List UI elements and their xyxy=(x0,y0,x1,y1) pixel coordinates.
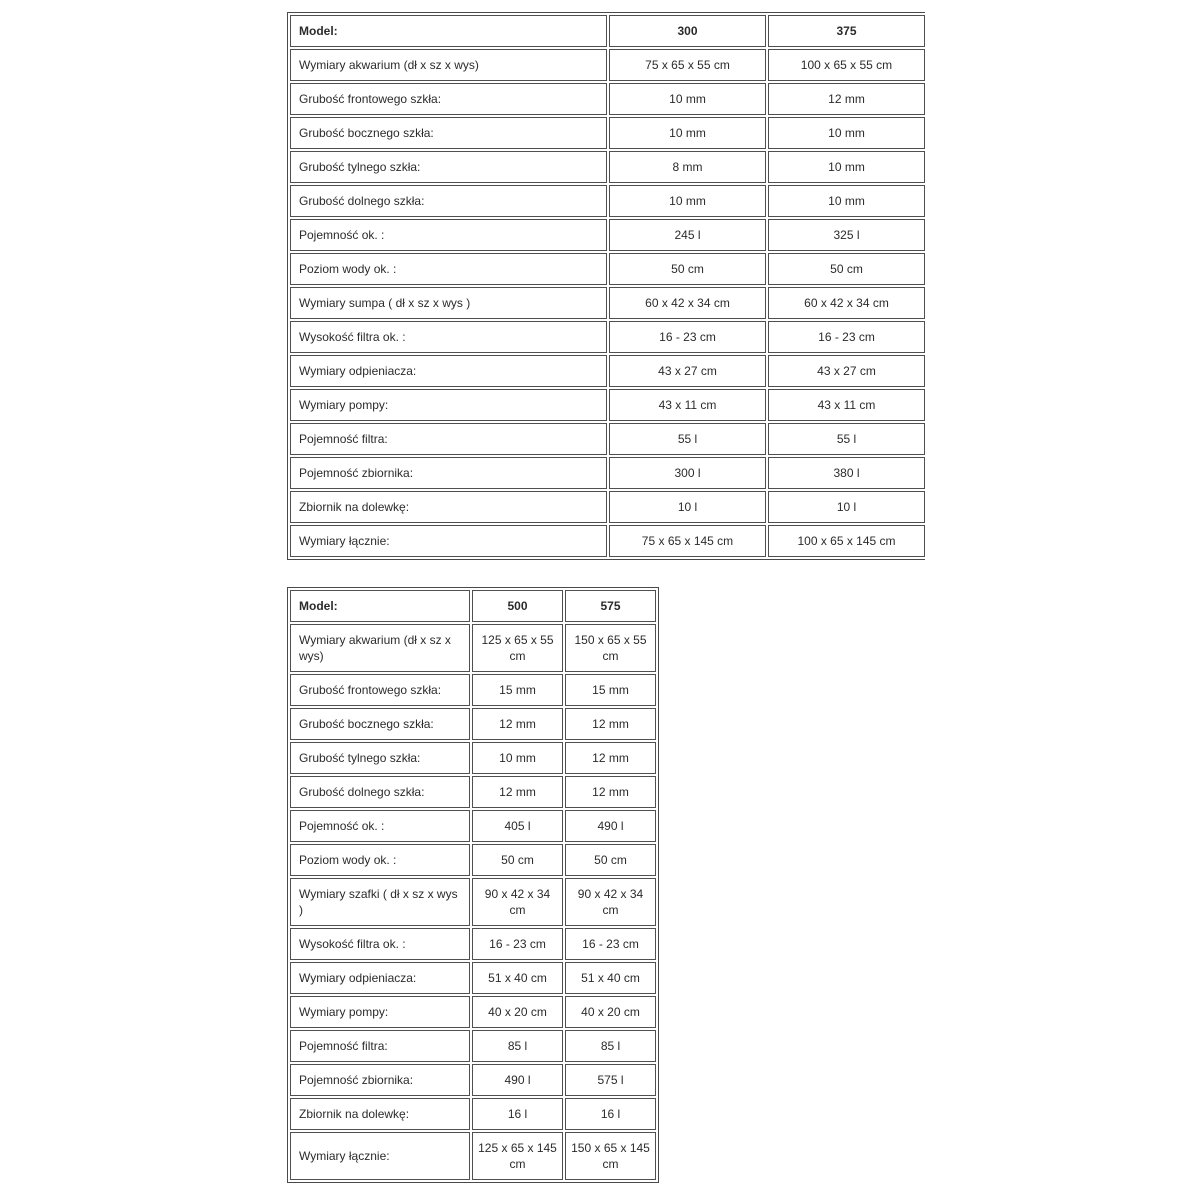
spec-value-cell: 55 l xyxy=(768,423,925,455)
table-row xyxy=(290,878,656,926)
spec-label-cell: Grubość bocznego szkła: xyxy=(290,117,607,149)
spec-value-cell: 380 l xyxy=(768,457,925,489)
spec-value-cell: 75 x 65 x 55 cm xyxy=(609,49,766,81)
spec-table-300-375 xyxy=(287,12,925,560)
spec-table-500-575 xyxy=(287,587,659,1183)
table-row xyxy=(290,117,925,149)
table-header-row xyxy=(290,590,656,622)
table-row xyxy=(290,962,656,994)
spec-value-cell: 43 x 27 cm xyxy=(768,355,925,387)
spec-label-cell: Grubość bocznego szkła: xyxy=(290,708,470,740)
spec-value-cell: 40 x 20 cm xyxy=(472,996,563,1028)
spec-label-cell: Wymiary łącznie: xyxy=(290,1132,470,1180)
spec-value-cell: 16 - 23 cm xyxy=(768,321,925,353)
table-row xyxy=(290,151,925,183)
spec-value-cell: 490 l xyxy=(565,810,656,842)
table-row xyxy=(290,1030,656,1062)
table-row xyxy=(290,776,656,808)
spec-label-cell: Zbiornik na dolewkę: xyxy=(290,491,607,523)
table-row xyxy=(290,1098,656,1130)
spec-value-cell: 12 mm xyxy=(472,776,563,808)
spec-label-cell: Wymiary akwarium (dł x sz x wys) xyxy=(290,49,607,81)
spec-value-cell: 55 l xyxy=(609,423,766,455)
spec-value-cell: 85 l xyxy=(565,1030,656,1062)
table-row xyxy=(290,1064,656,1096)
spec-value-cell: 75 x 65 x 145 cm xyxy=(609,525,766,557)
spec-value-cell: 405 l xyxy=(472,810,563,842)
spec-value-cell: 50 cm xyxy=(768,253,925,285)
spec-value-cell: 16 - 23 cm xyxy=(609,321,766,353)
spec-value-cell: 43 x 11 cm xyxy=(768,389,925,421)
model-column-header: 575 xyxy=(565,590,656,622)
spec-value-cell: 16 - 23 cm xyxy=(565,928,656,960)
spec-value-cell: 50 cm xyxy=(565,844,656,876)
table-row xyxy=(290,674,656,706)
spec-value-cell: 16 l xyxy=(565,1098,656,1130)
spec-label-cell: Wymiary odpieniacza: xyxy=(290,962,470,994)
model-header-cell: Model: xyxy=(290,15,607,47)
spec-label-cell: Pojemność zbiornika: xyxy=(290,1064,470,1096)
table-header-row xyxy=(290,15,925,47)
table-row xyxy=(290,742,656,774)
spec-value-cell: 12 mm xyxy=(565,776,656,808)
spec-label-cell: Wysokość filtra ok. : xyxy=(290,928,470,960)
spec-value-cell: 125 x 65 x 55 cm xyxy=(472,624,563,672)
spec-label-cell: Grubość tylnego szkła: xyxy=(290,151,607,183)
table-body xyxy=(290,590,656,1180)
table-row xyxy=(290,996,656,1028)
spec-label-cell: Pojemność zbiornika: xyxy=(290,457,607,489)
spec-label-cell: Grubość frontowego szkła: xyxy=(290,674,470,706)
model-column-header: 300 xyxy=(609,15,766,47)
table-row xyxy=(290,844,656,876)
spec-label-cell: Pojemność ok. : xyxy=(290,219,607,251)
table-row xyxy=(290,810,656,842)
spec-label-cell: Grubość dolnego szkła: xyxy=(290,776,470,808)
spec-value-cell: 325 l xyxy=(768,219,925,251)
table-row xyxy=(290,525,925,557)
spec-label-cell: Pojemność filtra: xyxy=(290,423,607,455)
spec-value-cell: 50 cm xyxy=(472,844,563,876)
spec-label-cell: Wymiary akwarium (dł x sz x wys) xyxy=(290,624,470,672)
spec-label-cell: Wymiary pompy: xyxy=(290,389,607,421)
table-container-500-575 xyxy=(287,587,659,1183)
table-row xyxy=(290,253,925,285)
spec-label-cell: Wymiary odpieniacza: xyxy=(290,355,607,387)
spec-value-cell: 150 x 65 x 55 cm xyxy=(565,624,656,672)
spec-value-cell: 85 l xyxy=(472,1030,563,1062)
table-row xyxy=(290,219,925,251)
spec-label-cell: Wysokość filtra ok. : xyxy=(290,321,607,353)
spec-value-cell: 16 - 23 cm xyxy=(472,928,563,960)
spec-value-cell: 43 x 27 cm xyxy=(609,355,766,387)
spec-label-cell: Pojemność filtra: xyxy=(290,1030,470,1062)
spec-value-cell: 15 mm xyxy=(565,674,656,706)
table-row xyxy=(290,49,925,81)
spec-value-cell: 490 l xyxy=(472,1064,563,1096)
spec-value-cell: 60 x 42 x 34 cm xyxy=(768,287,925,319)
table-row xyxy=(290,321,925,353)
spec-value-cell: 12 mm xyxy=(768,83,925,115)
table-row xyxy=(290,355,925,387)
spec-value-cell: 10 mm xyxy=(768,185,925,217)
spec-value-cell: 575 l xyxy=(565,1064,656,1096)
spec-label-cell: Grubość dolnego szkła: xyxy=(290,185,607,217)
spec-value-cell: 10 mm xyxy=(768,117,925,149)
spec-value-cell: 125 x 65 x 145 cm xyxy=(472,1132,563,1180)
spec-value-cell: 100 x 65 x 145 cm xyxy=(768,525,925,557)
table-row xyxy=(290,708,656,740)
spec-value-cell: 12 mm xyxy=(565,708,656,740)
spec-value-cell: 10 l xyxy=(609,491,766,523)
table-body xyxy=(290,15,925,557)
spec-label-cell: Poziom wody ok. : xyxy=(290,844,470,876)
spec-label-cell: Wymiary pompy: xyxy=(290,996,470,1028)
spec-value-cell: 10 mm xyxy=(472,742,563,774)
spec-value-cell: 10 mm xyxy=(768,151,925,183)
spec-value-cell: 10 mm xyxy=(609,117,766,149)
spec-label-cell: Poziom wody ok. : xyxy=(290,253,607,285)
spec-value-cell: 43 x 11 cm xyxy=(609,389,766,421)
spec-value-cell: 150 x 65 x 145 cm xyxy=(565,1132,656,1180)
table-clip-container-300-375 xyxy=(287,12,925,560)
model-column-header: 375 xyxy=(768,15,925,47)
spec-value-cell: 10 l xyxy=(768,491,925,523)
spec-value-cell: 50 cm xyxy=(609,253,766,285)
table-row xyxy=(290,185,925,217)
spec-label-cell: Grubość tylnego szkła: xyxy=(290,742,470,774)
spec-label-cell: Pojemność ok. : xyxy=(290,810,470,842)
spec-value-cell: 90 x 42 x 34 cm xyxy=(565,878,656,926)
spec-value-cell: 51 x 40 cm xyxy=(472,962,563,994)
table-row xyxy=(290,928,656,960)
spec-label-cell: Wymiary łącznie: xyxy=(290,525,607,557)
spec-value-cell: 8 mm xyxy=(609,151,766,183)
table-row xyxy=(290,83,925,115)
table-row xyxy=(290,1132,656,1180)
spec-value-cell: 12 mm xyxy=(472,708,563,740)
spec-label-cell: Zbiornik na dolewkę: xyxy=(290,1098,470,1130)
spec-value-cell: 100 x 65 x 55 cm xyxy=(768,49,925,81)
spec-value-cell: 40 x 20 cm xyxy=(565,996,656,1028)
table-row xyxy=(290,457,925,489)
spec-value-cell: 300 l xyxy=(609,457,766,489)
table-row xyxy=(290,491,925,523)
table-row xyxy=(290,287,925,319)
spec-value-cell: 51 x 40 cm xyxy=(565,962,656,994)
spec-value-cell: 60 x 42 x 34 cm xyxy=(609,287,766,319)
table-row xyxy=(290,389,925,421)
table-row xyxy=(290,423,925,455)
spec-label-cell: Wymiary szafki ( dł x sz x wys ) xyxy=(290,878,470,926)
spec-value-cell: 90 x 42 x 34 cm xyxy=(472,878,563,926)
spec-value-cell: 10 mm xyxy=(609,83,766,115)
model-column-header: 500 xyxy=(472,590,563,622)
spec-value-cell: 16 l xyxy=(472,1098,563,1130)
spec-value-cell: 10 mm xyxy=(609,185,766,217)
spec-label-cell: Wymiary sumpa ( dł x sz x wys ) xyxy=(290,287,607,319)
spec-value-cell: 245 l xyxy=(609,219,766,251)
table-row xyxy=(290,624,656,672)
spec-value-cell: 15 mm xyxy=(472,674,563,706)
spec-value-cell: 12 mm xyxy=(565,742,656,774)
spec-label-cell: Grubość frontowego szkła: xyxy=(290,83,607,115)
model-header-cell: Model: xyxy=(290,590,470,622)
